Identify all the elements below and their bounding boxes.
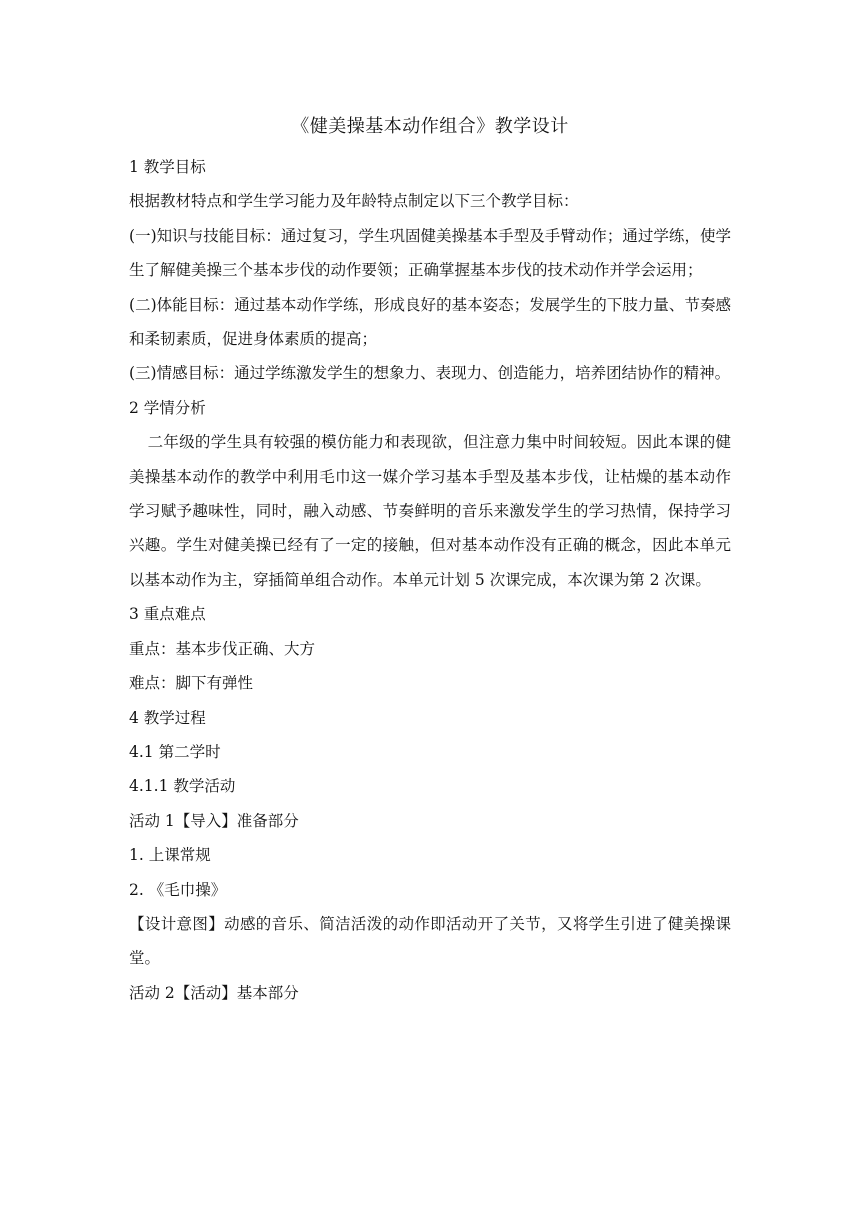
- paragraph-analysis: 二年级的学生具有较强的模仿能力和表现欲，但注意力集中时间较短。因此本课的健美操基本动作的教学中利用毛巾这一媒介学习基本手型及基本步伐，让枯燥的基本动作学习赋予趣味性，同时，融入动感、节奏鲜明的音乐来激发学生的学习热情，保持学习兴趣。学生对健美操已经有了一定的接触，但对基本动作没有正确的概念，因此本单元以基本动作为主，穿插简单组合动作。本单元计划 5 次课完成，本次课为第 2 次课。: [129, 433, 731, 589]
- paragraph-objectives-intro: 根据教材特点和学生学习能力及年龄特点制定以下三个教学目标：: [129, 192, 579, 211]
- section-heading-analysis: 2 学情分析: [129, 398, 206, 417]
- section-heading-process: 4 教学过程: [129, 708, 206, 727]
- list-item-routine: 1. 上课常规: [129, 846, 211, 865]
- paragraph-objective-emotion: (三)情感目标：通过学练激发学生的想象力、表现力、创造能力，培养团结协作的精神。: [129, 364, 731, 383]
- subsection-heading-activities: 4.1.1 教学活动: [129, 777, 236, 796]
- paragraph-objective-knowledge: (一)知识与技能目标：通过复习，学生巩固健美操基本手型及手臂动作；通过学练，使学生了解健美操三个基本步伐的动作要领；正确掌握基本步伐的技术动作并学会运用；: [129, 226, 731, 280]
- document-body: [129, 150, 731, 1010]
- paragraph-activity-1: 活动 1【导入】准备部分: [129, 811, 299, 830]
- paragraph-key-point: 重点：基本步伐正确、大方: [129, 639, 316, 658]
- paragraph-objective-fitness: (二)体能目标：通过基本动作学练，形成良好的基本姿态；发展学生的下肢力量、节奏感和柔韧素质，促进身体素质的提高；: [129, 295, 731, 349]
- subsection-heading-lesson-2: 4.1 第二学时: [129, 742, 221, 761]
- paragraph-difficulty: 难点：脚下有弹性: [129, 674, 254, 693]
- paragraph-activity-2: 活动 2【活动】基本部分: [129, 983, 299, 1002]
- list-item-towel-exercise: 2. 《毛巾操》: [129, 880, 227, 899]
- section-heading-objectives: 1 教学目标: [129, 158, 206, 176]
- paragraph-design-intent: 【设计意图】动感的音乐、简洁活泼的动作即活动开了关节，又将学生引进了健美操课堂。: [129, 914, 731, 968]
- document-title: 《健美操基本动作组合》教学设计: [291, 116, 569, 137]
- section-heading-key-points: 3 重点难点: [129, 605, 206, 624]
